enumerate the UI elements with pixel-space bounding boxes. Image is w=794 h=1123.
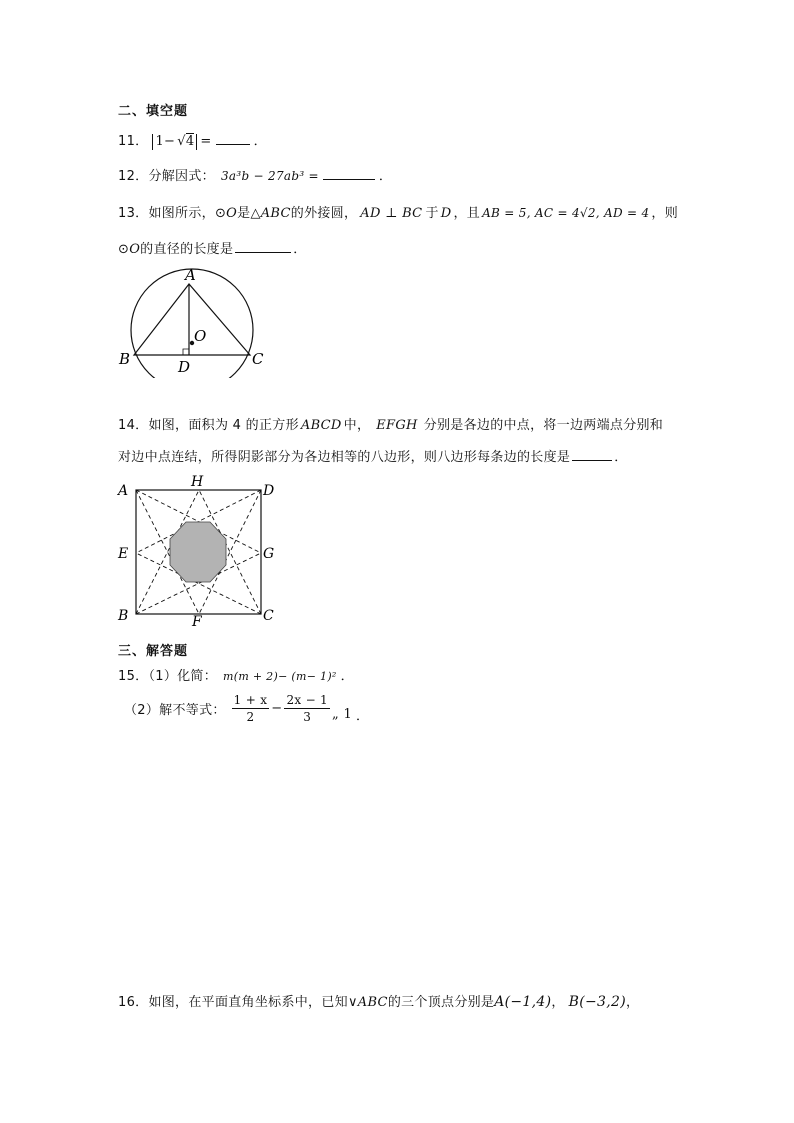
q13-circle-figure — [112, 262, 282, 378]
label-d: D — [178, 358, 191, 376]
section-2-title: 二、填空题 — [118, 104, 189, 119]
label-a: A — [118, 483, 129, 499]
label-g: G — [263, 546, 275, 562]
question-11 — [118, 130, 267, 150]
label-c: C — [263, 608, 274, 624]
q13-line2-text: 的直径的长度是 — [140, 242, 234, 257]
question-15-part-1 — [118, 665, 354, 684]
q15-part1-end: ． — [340, 669, 354, 684]
label-f: F — [192, 614, 202, 628]
q14-line2-text: 对边中点连结，所得阴影部分为各边相等的八边形，则八边形每条边的长度是 — [118, 450, 571, 465]
circumcircle — [131, 269, 253, 378]
minus-sign: − — [271, 701, 283, 716]
q13-o: O — [129, 242, 141, 257]
fraction-1-denominator: 2 — [246, 710, 255, 724]
question-12 — [118, 165, 392, 184]
label-c: C — [252, 350, 264, 368]
q12-answer-blank[interactable] — [323, 167, 375, 180]
q13-conditions: AB = 5, AC = 4√2, AD = 4 — [482, 206, 650, 220]
label-e: E — [118, 546, 129, 562]
label-b: B — [118, 608, 129, 624]
q11-expr-prefix: 1− — [155, 134, 176, 149]
section-3-title: 三、解答题 — [118, 644, 189, 659]
label-d: D — [263, 483, 275, 499]
fraction-1-numerator: 1 + x — [233, 693, 268, 707]
shaded-octagon — [170, 522, 226, 582]
q15-part2-label: （2）解不等式： — [124, 703, 226, 718]
q11-number: 11． — [118, 134, 149, 149]
q11-abs-value — [152, 134, 197, 150]
q13-d: D — [440, 206, 452, 221]
q14-efgh: EFGH — [376, 418, 418, 433]
fraction-2 — [284, 692, 330, 725]
fraction-1 — [232, 692, 270, 725]
q14-text-a: 14．如图，面积为 4 的正方形 — [118, 418, 299, 433]
fraction-2-numerator: 2x − 1 — [286, 693, 328, 707]
q14-line2-end: ． — [614, 450, 628, 465]
q13-triangle: △ABC — [250, 206, 291, 221]
circle-symbol: ⊙ — [118, 242, 130, 257]
question-16 — [118, 991, 639, 1010]
q11-equals: = — [200, 134, 212, 149]
fraction-2-denominator: 3 — [303, 710, 312, 724]
question-14-line-1 — [118, 414, 663, 433]
q13-answer-blank[interactable] — [235, 240, 291, 253]
q14-square-figure — [112, 472, 282, 628]
q16-text-b: 的三个顶点分别是 — [387, 995, 495, 1010]
q13-prompt: 13．如图所示， — [118, 206, 215, 221]
right-angle-mark — [183, 349, 189, 355]
q13-o: O — [226, 206, 238, 221]
circle-symbol: ⊙ — [214, 206, 227, 221]
q13-text-c: 于 — [425, 206, 439, 221]
q11-sqrt-sign: √ — [177, 134, 186, 149]
q13-text-e: ，则 — [651, 206, 679, 221]
q14-text-c: 分别是各边的中点，将一边两端点分别和 — [423, 418, 664, 433]
q16-text-a: 16．如图，在平面直角坐标系中，已知 — [118, 995, 348, 1010]
question-15-part-2 — [124, 692, 369, 725]
q15-part2-end: ． — [356, 709, 370, 724]
label-a: A — [185, 266, 196, 284]
q13-line2-end: ． — [293, 242, 307, 257]
question-13-line-2 — [118, 238, 307, 257]
q16-point-a: A(−1,4) — [494, 994, 552, 1010]
q14-text-b: 中， — [343, 418, 371, 433]
q16-point-b: B(−3,2) — [568, 994, 626, 1010]
label-b: B — [119, 350, 131, 368]
question-14-line-2 — [118, 446, 628, 465]
q16-separator: ， — [551, 995, 565, 1010]
label-o: O — [194, 327, 207, 345]
q13-text-b: 的外接圆， — [290, 206, 358, 221]
q11-sqrt-arg: 4 — [185, 134, 195, 149]
q16-end: ， — [625, 995, 640, 1010]
q11-answer-blank[interactable] — [216, 132, 250, 145]
q14-square: ABCD — [300, 418, 342, 433]
q15-part1-expression: m(m + 2)− (m− 1)² — [223, 670, 337, 683]
q12-end: ． — [378, 169, 393, 184]
q13-perp: AD ⊥ BC — [360, 206, 423, 221]
q13-text-a: 是 — [237, 206, 251, 221]
q11-end: ． — [253, 134, 267, 149]
inequality-relation: „ 1 — [332, 707, 353, 722]
question-13-line-1 — [118, 202, 678, 221]
q12-prompt: 12．分解因式： — [118, 169, 215, 184]
q16-triangle: ∨ABC — [347, 995, 388, 1010]
q12-expression: 3a³b − 27ab³ = — [220, 169, 319, 183]
q15-part1-label: 15．（1）化简： — [118, 669, 218, 684]
label-h: H — [191, 474, 204, 490]
q13-text-d: ，且 — [453, 206, 481, 221]
q14-answer-blank[interactable] — [572, 448, 612, 461]
